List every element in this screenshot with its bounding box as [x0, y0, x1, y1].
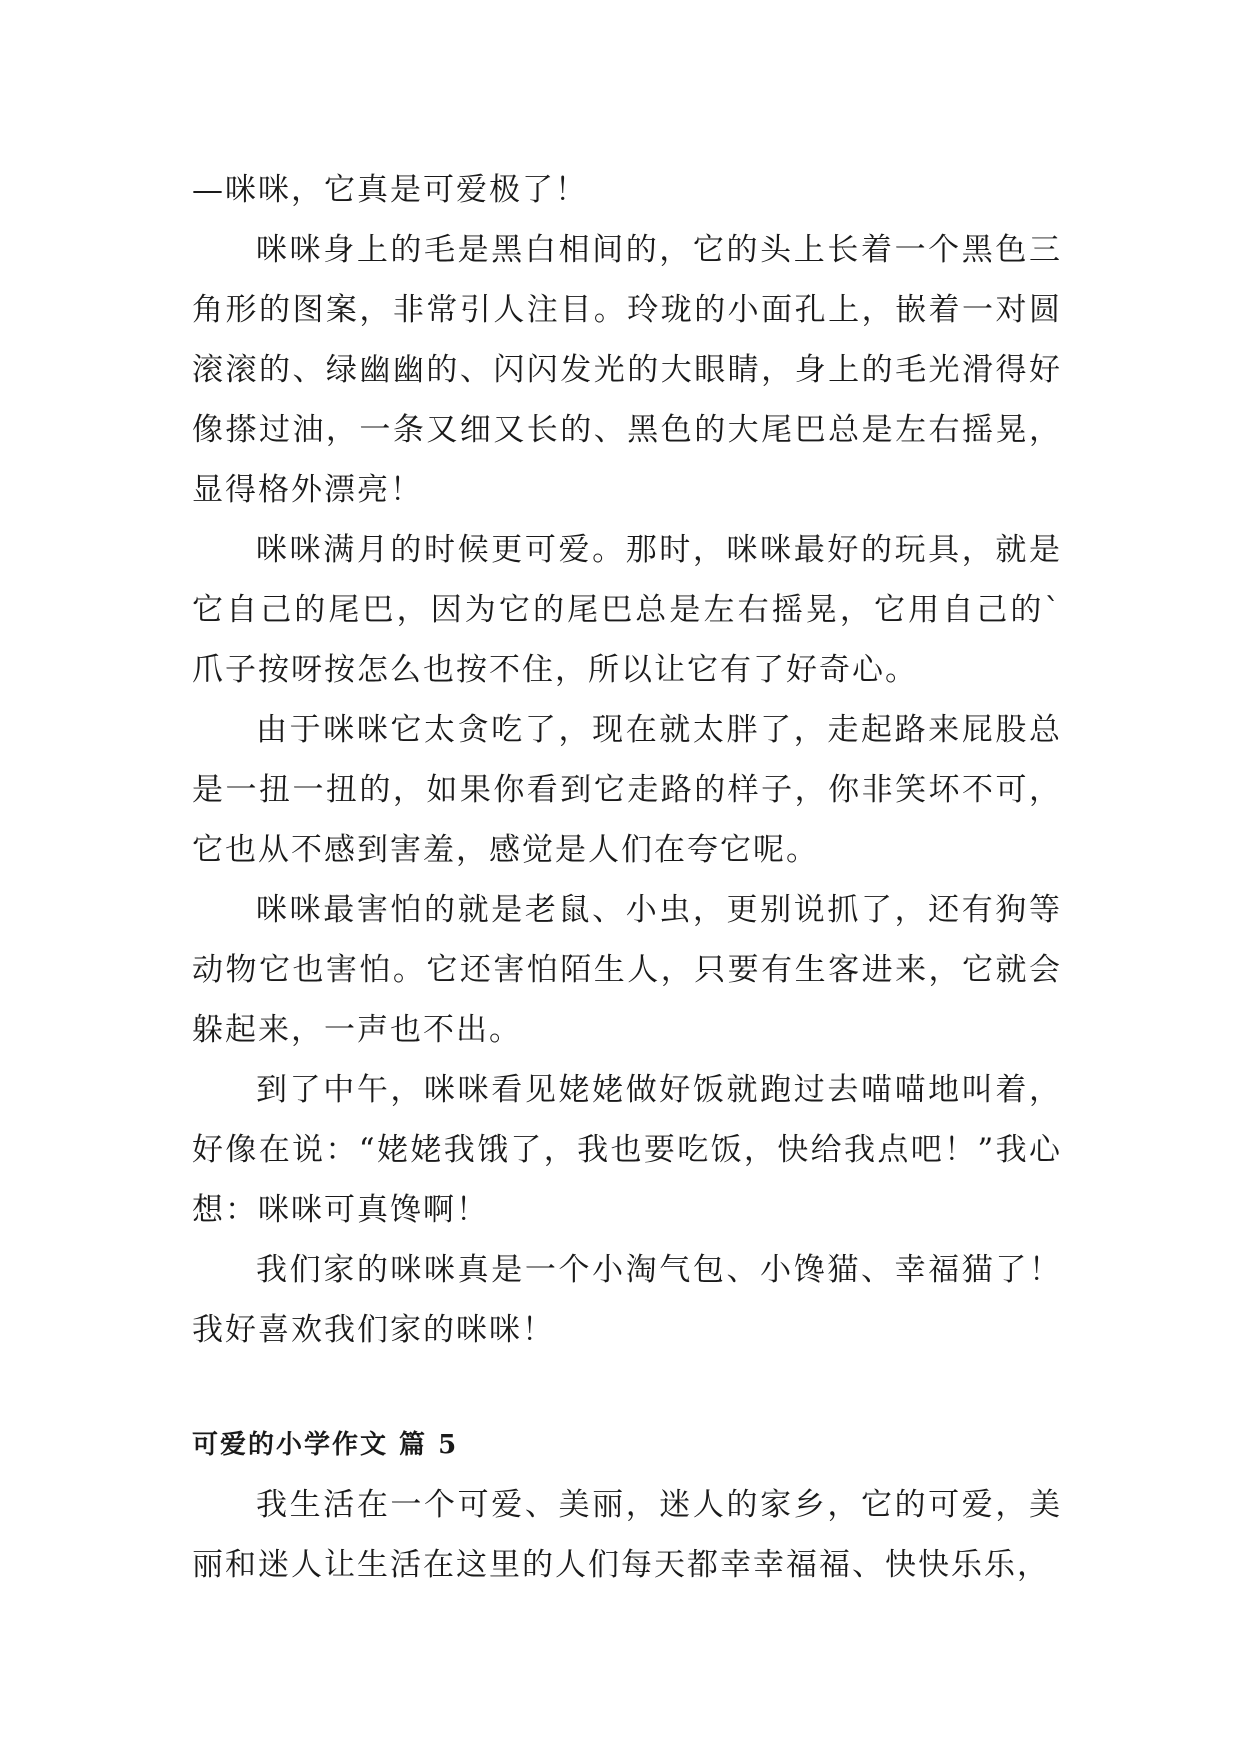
paragraph-fur-description: 咪咪身上的毛是黑白相间的，它的头上长着一个黑色三角形的图案，非常引人注目。玲珑的小面孔上，嵌着一对圆滚滚的、绿幽幽的、闪闪发光的大眼睛，身上的毛光滑得好像搽过油，一条又细又长的、黑色的大尾巴总是左右摇晃，显得格外漂亮！ [192, 232, 1062, 508]
section-heading: 可爱的小学作文 篇 5 [192, 1430, 459, 1460]
paragraph-continuation: —咪咪，它真是可爱极了！ [192, 172, 588, 208]
paragraph-hometown: 我生活在一个可爱、美丽，迷人的家乡，它的可爱，美丽和迷人让生活在这里的人们每天都幸幸福福、快快乐乐， [192, 1487, 1062, 1583]
paragraph-conclusion: 我们家的咪咪真是一个小淘气包、小馋猫、幸福猫了！我好喜欢我们家的咪咪！ [192, 1252, 1062, 1348]
paragraph-noon: 到了中午，咪咪看见姥姥做好饭就跑过去喵喵地叫着，好像在说：“姥姥我饿了，我也要吃饭，快给我点吧！”我心想：咪咪可真馋啊！ [192, 1072, 1062, 1228]
document-page [192, 160, 1062, 1595]
paragraph-greedy: 由于咪咪它太贪吃了，现在就太胖了，走起路来屁股总是一扭一扭的，如果你看到它走路的样子，你非笑坏不可，它也从不感到害羞，感觉是人们在夸它呢。 [192, 712, 1062, 868]
paragraph-full-moon: 咪咪满月的时候更可爱。那时，咪咪最好的玩具，就是它自己的尾巴，因为它的尾巴总是左右摇晃，它用自己的`爪子按呀按怎么也按不住，所以让它有了好奇心。 [192, 532, 1062, 688]
paragraph-fears: 咪咪最害怕的就是老鼠、小虫，更别说抓了，还有狗等动物它也害怕。它还害怕陌生人，只要有生客进来，它就会躲起来，一声也不出。 [192, 892, 1062, 1048]
